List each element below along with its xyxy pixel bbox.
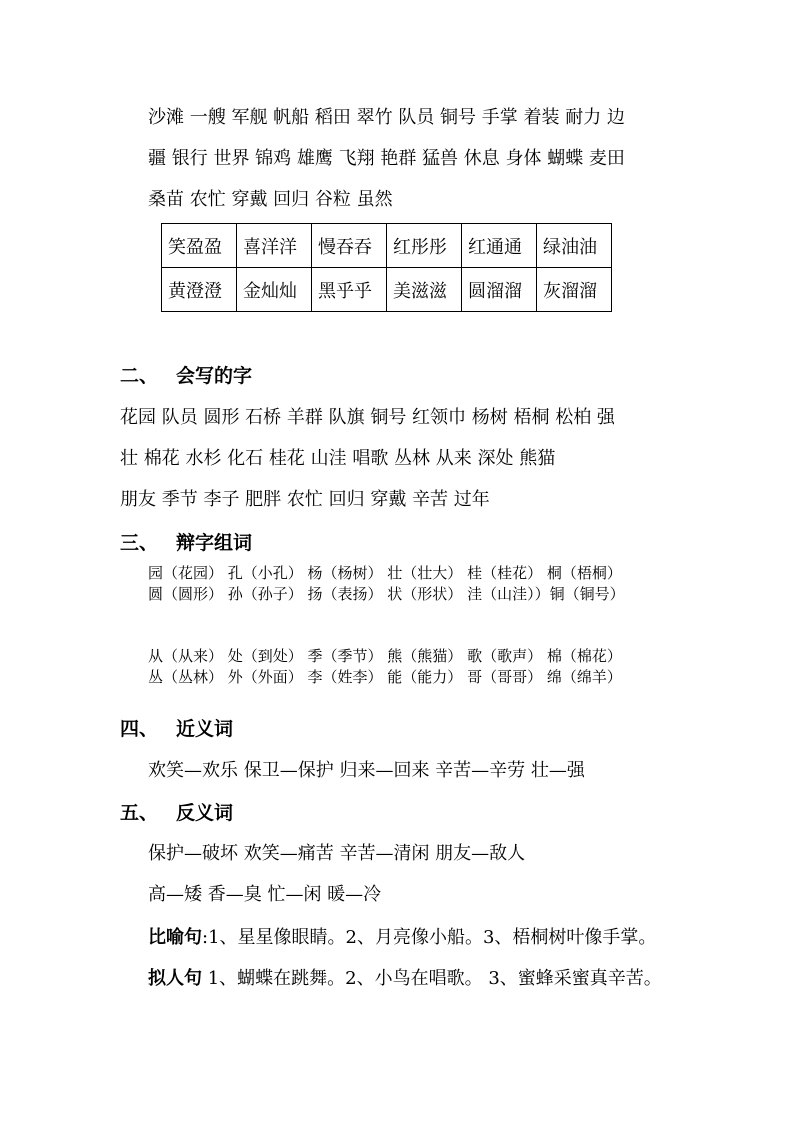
- section-heading-4: [120, 717, 233, 741]
- simile-text: :1、星星像眼睛。2、月亮像小船。3、梧桐树叶像手掌。: [202, 927, 657, 948]
- writing-line-2: 壮 棉花 水杉 化石 桂花 山洼 唱歌 丛林 从来 深处 熊猫: [120, 448, 556, 469]
- synonym-line: 欢笑—欢乐 保卫—保护 归来—回来 辛苦—辛劳 壮—强: [148, 760, 585, 781]
- table-row: [162, 268, 612, 312]
- section-number: 四、: [120, 718, 159, 740]
- distinguish-line-4: 丛（丛林） 外（外面） 李（姓李） 能（能力） 哥（哥哥） 绵（绵羊）: [148, 668, 622, 686]
- vocab-line-2: 疆 银行 世界 锦鸡 雄鹰 飞翔 艳群 猛兽 休息 身体 蝴蝶 麦田: [148, 148, 625, 169]
- distinguish-line-3: 从（从来） 处（到处） 季（季节） 熊（熊猫） 歌（歌声） 棉（棉花）: [148, 647, 622, 665]
- reduplicated-words-table: [161, 223, 612, 312]
- section-heading-5: [120, 801, 233, 825]
- section-heading-3: [120, 531, 252, 555]
- table-cell: 红通通: [462, 224, 537, 268]
- section-title: 会写的字: [176, 365, 253, 387]
- writing-line-1: 花园 队员 圆形 石桥 羊群 队旗 铜号 红领巾 杨树 梧桐 松柏 强: [120, 407, 615, 428]
- section-number: 五、: [120, 802, 159, 824]
- antonym-line-2: 高—矮 香—臭 忙—闲 暖—冷: [148, 884, 382, 905]
- table-cell: 红彤彤: [387, 224, 462, 268]
- table-cell: 金灿灿: [237, 268, 312, 312]
- distinguish-line-1: 园（花园） 孔（小孔） 杨（杨树） 壮（壮大） 桂（桂花） 桐（梧桐）: [148, 564, 622, 582]
- section-title: 反义词: [176, 802, 234, 824]
- table-cell: 笑盈盈: [162, 224, 237, 268]
- distinguish-line-2: 圆（圆形） 孙（孙子） 扬（表扬） 状（形状） 洼（山洼））铜（铜号）: [148, 585, 625, 603]
- simile-sentences: [148, 926, 656, 950]
- table-cell: 喜洋洋: [237, 224, 312, 268]
- personification-text: 1、蝴蝶在跳舞。2、小鸟在唱歌。 3、蜜蜂采蜜真辛苦。: [202, 968, 662, 989]
- personification-sentences: [148, 967, 662, 991]
- table-cell: 黑乎乎: [312, 268, 387, 312]
- table-row: [162, 224, 612, 268]
- vocab-line-3: 桑苗 农忙 穿戴 回归 谷粒 虽然: [148, 189, 393, 210]
- section-number: 二、: [120, 365, 159, 387]
- table-cell: 圆溜溜: [462, 268, 537, 312]
- simile-label: 比喻句: [148, 927, 202, 948]
- table-cell: 绿油油: [537, 224, 612, 268]
- antonym-line-1: 保护—破坏 欢笑—痛苦 辛苦—清闲 朋友—敌人: [148, 843, 526, 864]
- section-title: 辩字组词: [176, 532, 253, 554]
- table-cell: 慢吞吞: [312, 224, 387, 268]
- section-heading-2: [120, 364, 252, 388]
- section-title: 近义词: [176, 718, 234, 740]
- vocab-line-1: 沙滩 一艘 军舰 帆船 稻田 翠竹 队员 铜号 手掌 着装 耐力 边: [148, 107, 625, 128]
- table-cell: 灰溜溜: [537, 268, 612, 312]
- section-number: 三、: [120, 532, 159, 554]
- writing-line-3: 朋友 季节 李子 肥胖 农忙 回归 穿戴 辛苦 过年: [120, 489, 490, 510]
- personification-label: 拟人句: [148, 968, 202, 989]
- table-cell: 美滋滋: [387, 268, 462, 312]
- table-cell: 黄澄澄: [162, 268, 237, 312]
